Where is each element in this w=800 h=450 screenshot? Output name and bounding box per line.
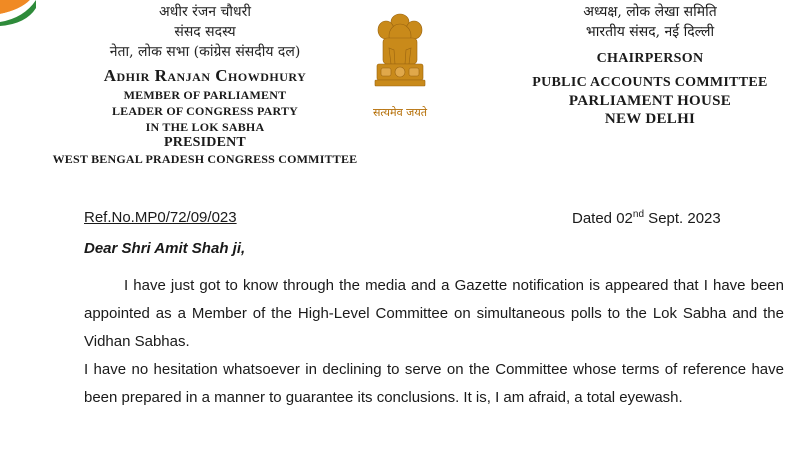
office-parliament-house: PARLIAMENT HOUSE (568, 93, 732, 109)
sender-name: Adhir Ranjan Chowdhury (103, 66, 307, 85)
office-hindi-line1: अध्यक्ष, लोक लेखा समिति (583, 4, 717, 20)
paragraph-1: I have just got to know through the media and a Gazette notification is appeared that I have been appointed as a Member of the High-Level Committee on simultaneous polls to the Lok Sabha and the Vidhan Sabhas. (84, 277, 784, 350)
office-hindi-line2: भारतीय संसद, नई दिल्ली (585, 24, 715, 40)
office-chairperson: CHAIRPERSON (596, 51, 704, 66)
letter-body (84, 272, 784, 412)
sender-hindi-role: नेता, लोक सभा (कांग्रेस संसदीय दल) (109, 44, 301, 60)
reference-number: Ref.No.MP0/72/09/023 (84, 209, 237, 226)
office-header (510, 2, 790, 128)
sender-hindi-title: संसद सदस्य (174, 24, 236, 40)
sender-line-member: MEMBER OF PARLIAMENT (123, 88, 287, 102)
office-new-delhi: NEW DELHI (604, 111, 696, 127)
office-committee: PUBLIC ACCOUNTS COMMITTEE (532, 75, 768, 90)
sender-header (20, 2, 390, 167)
emblem-motto: सत्यमेव जयते (372, 106, 427, 119)
sender-line-leader: LEADER OF CONGRESS PARTY (111, 104, 299, 118)
emblem-block (350, 8, 450, 120)
sender-line-wbpcc: WEST BENGAL PRADESH CONGRESS COMMITTEE (52, 152, 358, 166)
sender-hindi-name: अधीर रंजन चौधरी (159, 4, 251, 20)
paragraph-2: I have no hesitation whatsoever in declining to serve on the Committee whose terms of reference have been prepared in a manner to guarantee its conclusions. It is, I am afraid, a total eyewash. (84, 361, 784, 406)
national-emblem-icon (369, 8, 431, 104)
sender-line-president: PRESIDENT (164, 135, 246, 150)
salutation: Dear Shri Amit Shah ji, (84, 240, 246, 257)
sender-line-loksabha: IN THE LOK SABHA (145, 120, 265, 134)
letter-date: Dated 02nd Sept. 2023 (572, 209, 721, 227)
